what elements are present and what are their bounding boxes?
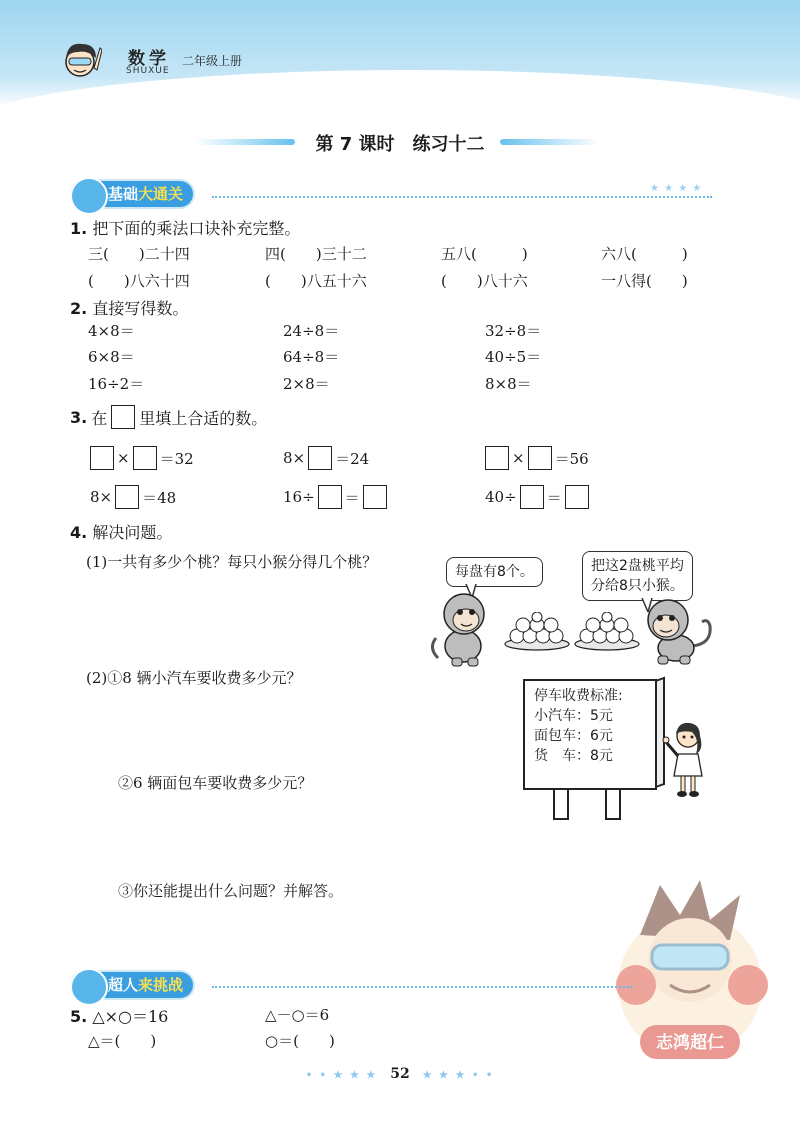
sign-line: 货 车：8元	[534, 748, 613, 764]
answer-box[interactable]	[115, 485, 139, 509]
page-number	[0, 1066, 800, 1082]
times-sign: ×	[117, 449, 130, 467]
question-4: 4. 解决问题。	[70, 523, 173, 542]
monkey-illustration-left	[428, 588, 498, 668]
q2-item: 8×8＝	[485, 375, 532, 393]
q1-item: ( )八十六	[441, 272, 528, 290]
title-decoration-right	[500, 139, 600, 145]
watermark-mascot-logo	[600, 875, 780, 1070]
answer-box[interactable]	[111, 405, 135, 429]
q2-item: 24÷8＝	[283, 322, 340, 340]
times-sign: ×	[512, 449, 525, 467]
bubble-line: 把这2盘桃平均	[591, 558, 684, 574]
eq-tail: ＝48	[142, 488, 177, 507]
q1-item: 一八得( )	[601, 272, 688, 290]
eq-head: 16÷	[283, 488, 315, 506]
section-dotted-line	[212, 986, 632, 988]
answer-box[interactable]	[133, 446, 157, 470]
question-1: 1. 把下面的乘法口诀补充完整。	[70, 219, 301, 238]
peach-plate-icon	[503, 612, 571, 652]
q3-equation-1	[90, 446, 194, 470]
question-3: 3. 在 里填上合适的数。	[70, 405, 267, 429]
q3-title-pre: 在	[91, 408, 108, 428]
eq-head: 8×	[283, 449, 306, 467]
star-decoration-right: ★ ★ ★ • •	[422, 1070, 495, 1081]
peach-plate-icon	[573, 612, 641, 652]
q3-equation-3	[485, 446, 589, 470]
question-5: 5. △×○＝16	[70, 1007, 169, 1026]
q1-item: ( )八六十四	[88, 272, 190, 290]
sign-line: 小汽车：5元	[534, 708, 613, 724]
lesson-title: 第 7 课时 练习十二	[315, 134, 485, 155]
eq-tail: ＝32	[159, 449, 194, 468]
banner-label-a: 基础	[108, 185, 139, 203]
answer-box[interactable]	[565, 485, 589, 509]
eq-head: 40÷	[485, 488, 517, 506]
q3-equation-5	[283, 485, 387, 509]
q5-eq1: △×○＝16	[92, 1007, 169, 1026]
answer-box[interactable]	[528, 446, 552, 470]
star-decoration-left: • • ★ ★ ★	[305, 1070, 378, 1081]
q3-equation-4	[90, 485, 176, 509]
sign-post-right	[605, 788, 621, 820]
sign-text	[534, 686, 623, 766]
equals-sign: ＝	[344, 488, 360, 507]
answer-box[interactable]	[318, 485, 342, 509]
speech-bubble-2	[582, 551, 693, 601]
equals-sign: ＝	[546, 488, 562, 507]
q4-part-2a: (2)①8 辆小汽车要收费多少元？	[86, 669, 302, 687]
title-decoration-left	[195, 139, 295, 145]
eq-tail: ＝24	[335, 449, 370, 468]
banner-label-b: 大通关	[138, 185, 184, 203]
q2-item: 16÷2＝	[88, 375, 145, 393]
question-2: 2. 直接写得数。	[70, 299, 189, 318]
monkey-illustration-right	[640, 596, 720, 668]
answer-box[interactable]	[308, 446, 332, 470]
q2-item: 6×8＝	[88, 348, 135, 366]
subject-pinyin: SHUXUE	[126, 66, 170, 76]
q4-part-2c: ③你还能提出什么问题？并解答。	[118, 882, 344, 900]
q1-item: 五八( )	[441, 245, 528, 263]
q2-item: 64÷8＝	[283, 348, 340, 366]
subject-title: 数学	[128, 49, 170, 69]
banner-label-b: 来挑战	[138, 976, 184, 994]
banner-label-a: 超人	[108, 976, 139, 994]
mascot-boy-icon	[58, 38, 102, 82]
q4-part-2b: ②6 辆面包车要收费多少元？	[118, 774, 313, 792]
q3-equation-6	[485, 485, 589, 509]
q3-equation-2	[283, 446, 369, 470]
page-number-value: 52	[390, 1066, 410, 1082]
q1-item: 六八( )	[601, 245, 688, 263]
answer-box[interactable]	[90, 446, 114, 470]
eq-head: 8×	[90, 488, 113, 506]
grade-label: 二年级上册	[182, 54, 243, 68]
q5-answer-2: ○＝( )	[265, 1032, 335, 1050]
q2-item: 2×8＝	[283, 375, 330, 393]
q4-part-1: (1)一共有多少个桃？每只小猴分得几个桃？	[86, 553, 378, 571]
answer-box[interactable]	[485, 446, 509, 470]
banner-stars: ★ ★ ★ ★	[650, 183, 703, 194]
eq-tail: ＝56	[554, 449, 589, 468]
q2-item: 32÷8＝	[485, 322, 542, 340]
section-dotted-line	[212, 196, 712, 198]
section-banner-basic	[72, 181, 193, 207]
q1-item: 四( )三十二	[265, 245, 367, 263]
q3-title-post: 里填上合适的数。	[139, 408, 268, 428]
globe-icon	[70, 177, 108, 215]
q2-item: 40÷5＝	[485, 348, 542, 366]
q2-title: 直接写得数。	[92, 299, 189, 318]
q5-eq2: △－○＝6	[265, 1006, 330, 1024]
q4-title: 解决问题。	[92, 523, 173, 542]
q2-item: 4×8＝	[88, 322, 135, 340]
sign-line: 面包车：6元	[534, 728, 613, 744]
robot-icon	[70, 968, 108, 1006]
sign-line: 停车收费标准:	[534, 688, 623, 704]
q1-item: 三( )二十四	[88, 245, 190, 263]
q1-item: ( )八五十六	[265, 272, 367, 290]
speech-bubble-1: 每盘有8个。	[446, 557, 543, 587]
sign-post-left	[553, 788, 569, 820]
watermark-text: 志鸿超仁	[656, 1033, 724, 1053]
q1-title: 把下面的乘法口诀补充完整。	[92, 219, 301, 238]
q5-answer-1: △＝( )	[88, 1032, 157, 1050]
girl-illustration	[662, 720, 708, 798]
bubble-line: 分给8只小猴。	[591, 578, 684, 594]
section-banner-challenge	[72, 972, 193, 998]
answer-box[interactable]	[363, 485, 387, 509]
answer-box[interactable]	[520, 485, 544, 509]
